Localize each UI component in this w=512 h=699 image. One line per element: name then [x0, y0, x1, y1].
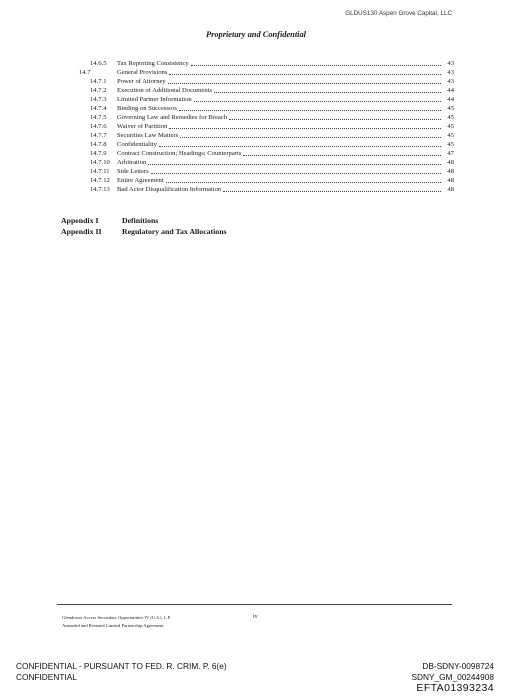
appendix-title: Definitions — [121, 216, 159, 225]
toc-entry-page: 45 — [447, 132, 454, 139]
toc-entry-page: 43 — [447, 78, 454, 85]
confidential-notice-line2: CONFIDENTIAL — [16, 672, 77, 682]
footer-doc-line1: Glendower Access Secondary Opportunities IV (U.S.), L.P. — [62, 615, 171, 620]
toc-entry-page: 45 — [447, 114, 454, 121]
bates-number-db: DB-SDNY-0098724 — [422, 661, 494, 671]
toc-entry-number: 14.7.12 — [90, 177, 110, 184]
toc-entry-page: 47 — [447, 150, 454, 157]
efta-number: EFTA01393234 — [416, 682, 494, 694]
toc-entry-title: Arbitration — [117, 159, 147, 166]
toc-dot-leader — [166, 182, 441, 183]
confidential-notice — [16, 661, 227, 683]
toc-entry-number: 14.7.8 — [90, 141, 107, 148]
toc-dot-leader — [159, 146, 441, 147]
toc-entry — [90, 114, 454, 122]
confidential-notice-line1: CONFIDENTIAL - PURSUANT TO FED. R. CRIM. P. 6(e) — [16, 661, 227, 671]
toc-entry-page: 45 — [447, 141, 454, 148]
toc-entry — [90, 78, 454, 86]
toc-dot-leader — [180, 137, 441, 138]
appendix-title: Regulatory and Tax Allocations — [121, 227, 227, 236]
footer-rule — [57, 604, 452, 605]
toc-entry-title: General Provisions — [117, 69, 168, 76]
toc-entry-page: 43 — [447, 69, 454, 76]
toc-entry — [90, 150, 454, 158]
toc-entry-number: 14.7.10 — [90, 159, 110, 166]
toc-dot-leader — [179, 110, 441, 111]
toc-entry-title: Contract Construction; Headings; Counterparts — [117, 150, 242, 157]
toc-entry — [90, 159, 454, 167]
page-title: Proprietary and Confidential — [205, 30, 307, 39]
toc-entry-page: 48 — [447, 177, 454, 184]
toc-entry-number: 14.7 — [79, 69, 91, 76]
toc-entry-number: 14.7.2 — [90, 87, 107, 94]
toc-entry-page: 43 — [447, 60, 454, 67]
toc-entry-title: Governing Law and Remedies for Breach — [117, 114, 228, 121]
toc-entry-page: 48 — [447, 168, 454, 175]
toc-entry-page: 44 — [447, 87, 454, 94]
footer-page-number: iv — [253, 614, 258, 620]
toc-entry-title: Side Letters — [117, 168, 149, 175]
toc-entry-page: 48 — [447, 186, 454, 193]
toc-entry — [90, 186, 454, 194]
toc-entry-number: 14.6.5 — [90, 60, 107, 67]
toc-entry — [90, 60, 454, 68]
toc-entry — [90, 105, 454, 113]
toc-entry-number: 14.7.9 — [90, 150, 107, 157]
toc-entry-title: Power of Attorney — [117, 78, 166, 85]
toc-entry-title: Entire Agreement — [117, 177, 164, 184]
document-header-label: GLDUS130 Aspen Grove Capital, LLC — [345, 10, 452, 17]
toc-entry — [90, 87, 454, 95]
toc-entry-page: 48 — [447, 159, 454, 166]
toc-dot-leader — [151, 173, 441, 174]
toc-dot-leader — [191, 65, 441, 66]
toc-entry-number: 14.7.13 — [90, 186, 110, 193]
toc-entry-number: 14.7.11 — [90, 168, 110, 175]
footer-document-name — [62, 614, 171, 629]
toc-dot-leader — [229, 119, 441, 120]
toc-dot-leader — [168, 83, 441, 84]
toc-entry-title: Tax Reporting Consistency — [117, 60, 189, 67]
toc-dot-leader — [223, 191, 441, 192]
appendix-entry — [61, 227, 227, 236]
toc-entry-number: 14.7.7 — [90, 132, 107, 139]
toc-entry — [90, 123, 454, 131]
toc-entry — [90, 96, 454, 104]
toc-entry-title: Bad Actor Disqualification Information — [117, 186, 222, 193]
toc-dot-leader — [243, 155, 441, 156]
toc-entry — [90, 168, 454, 176]
toc-entry — [79, 69, 454, 77]
toc-entry-number: 14.7.5 — [90, 114, 107, 121]
toc-entry-title: Waiver of Partition — [117, 123, 168, 130]
toc-entry-page: 45 — [447, 105, 454, 112]
toc-entry-title: Securities Law Matters — [117, 132, 179, 139]
toc-entry-number: 14.7.4 — [90, 105, 107, 112]
toc-entry-page: 44 — [447, 96, 454, 103]
toc-entry — [90, 177, 454, 185]
toc-dot-leader — [169, 128, 441, 129]
toc-dot-leader — [194, 101, 441, 102]
bates-numbers — [411, 661, 494, 683]
toc-entry-title: Binding on Successors — [117, 105, 178, 112]
toc-entry-number: 14.7.3 — [90, 96, 107, 103]
toc-entry-number: 14.7.1 — [90, 78, 107, 85]
appendix-entry — [61, 216, 158, 225]
appendix-label: Appendix II — [61, 227, 102, 236]
footer-doc-line2: Amended and Restated Limited Partnership Agreement — [62, 622, 164, 628]
toc-entry-title: Execution of Additional Documents — [117, 87, 213, 94]
toc-entry-page: 45 — [447, 123, 454, 130]
toc-entry-title: Confidentiality — [117, 141, 157, 148]
toc-entry — [90, 141, 454, 149]
toc-entry-title: Limited Partner Information — [117, 96, 192, 103]
toc-dot-leader — [214, 92, 441, 93]
toc-entry — [90, 132, 454, 140]
bates-number-sdny: SDNY_GM_00244908 — [411, 672, 494, 682]
appendix-label: Appendix I — [61, 216, 99, 225]
toc-dot-leader — [148, 164, 441, 165]
toc-dot-leader — [169, 74, 441, 75]
toc-entry-number: 14.7.6 — [90, 123, 107, 130]
